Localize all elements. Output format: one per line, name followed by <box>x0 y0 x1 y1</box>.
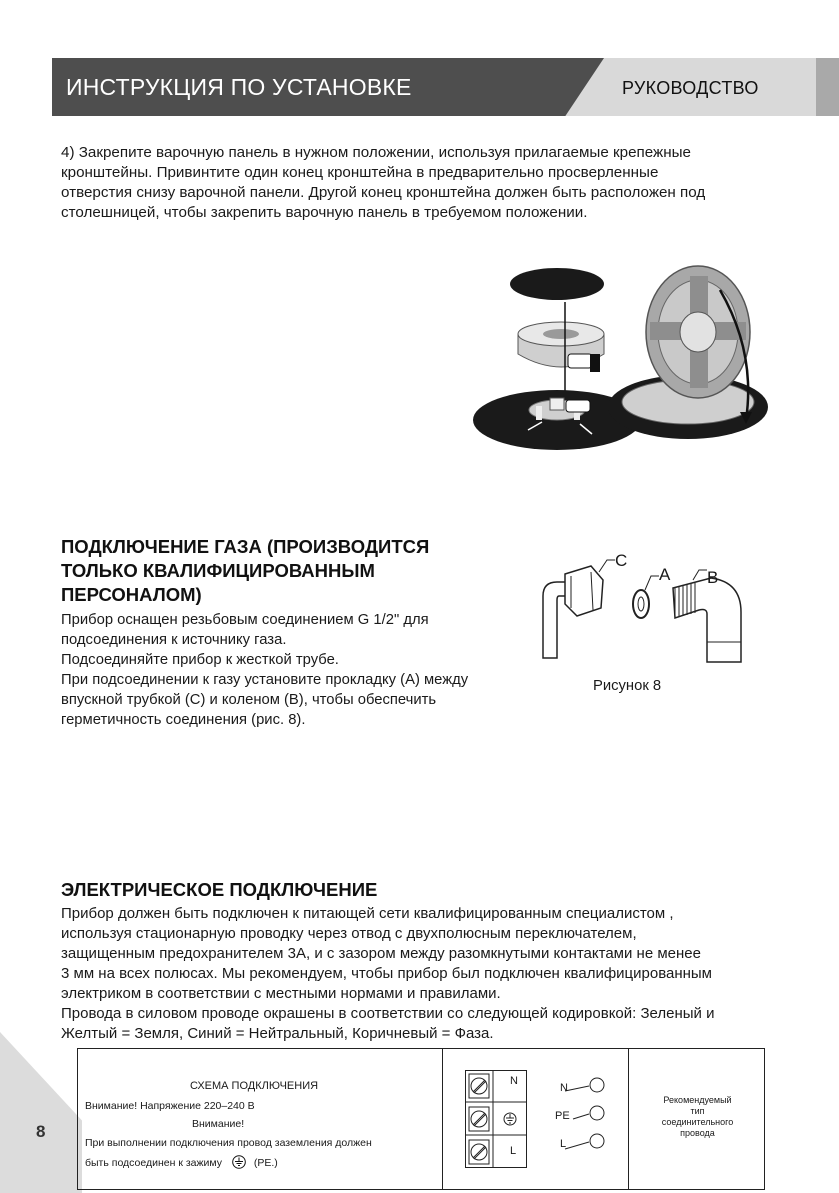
page-number: 8 <box>36 1122 46 1141</box>
electric-body-line: 3 мм на всех полюсах. Мы рекомендуем, чтобы прибор был подключен квалифицированным <box>61 965 712 982</box>
gas-heading <box>61 535 429 607</box>
gas-body-line: герметичность соединения (рис. 8). <box>61 712 306 728</box>
recommended-line: соединительного <box>661 1117 734 1127</box>
electric-body-line: используя стационарную проводку через отвод с двухполюсным переключателем, <box>61 925 637 942</box>
burner-illustration <box>470 262 770 454</box>
gas-body <box>61 610 468 730</box>
terminal-diagram-cell <box>443 1049 629 1189</box>
voltage-warning: Внимание! Напряжение 220–240 В <box>85 1100 255 1112</box>
recommended-cable-text <box>629 1095 766 1139</box>
wire-label-n: N <box>560 1082 568 1094</box>
figure-label-c: C <box>615 551 628 570</box>
electric-body-line: электриком в соответствии с местными нормами и правилами. <box>61 985 501 1002</box>
terminal-label-l: L <box>510 1145 517 1157</box>
page-corner <box>0 1032 82 1193</box>
recommended-line: Рекомендуемый <box>663 1095 732 1105</box>
electric-body-line: Провода в силовом проводе окрашены в соответствии со следующей кодировкой: Зеленый и <box>61 1005 715 1022</box>
wire-label-l: L <box>560 1138 567 1150</box>
gas-heading-line: ТОЛЬКО КВАЛИФИЦИРОВАННЫМ <box>61 560 375 581</box>
ground-note-line1: При выполнении подключения провод заземления должен <box>85 1137 372 1149</box>
step4-line: 4) Закрепите варочную панель в нужном положении, используя прилагаемые крепежные <box>61 144 691 161</box>
electric-heading: ЭЛЕКТРИЧЕСКОЕ ПОДКЛЮЧЕНИЕ <box>61 879 378 900</box>
ground-note-line2 <box>85 1155 278 1170</box>
gas-body-line: При подсоединении к газу установите прокладку (A) между <box>61 672 469 688</box>
gas-heading-line: ПОДКЛЮЧЕНИЕ ГАЗА (ПРОИЗВОДИТСЯ <box>61 536 430 557</box>
wire-label-pe: PE <box>555 1110 570 1122</box>
figure-caption: Рисунок 8 <box>593 678 662 694</box>
recommended-cable-cell <box>629 1049 766 1189</box>
step4-line: отверстия снизу варочной панели. Другой конец кронштейна должен быть расположен под <box>61 184 706 201</box>
step4-line: столешницей, чтобы закрепить варочную панель в требуемом положении. <box>61 204 588 221</box>
recommended-line: тип <box>690 1106 705 1116</box>
ground-note-text: быть подсоединен к зажиму <box>85 1157 222 1169</box>
step4-line: кронштейны. Привинтите один конец кронштейна в предварительно просверленные <box>61 164 659 181</box>
electric-body-line: Желтый = Земля, Синий = Нейтральный, Коричневый = Фаза. <box>61 1025 494 1042</box>
gas-body-line: впускной трубкой (C) и коленом (B), чтобы обеспечить <box>61 692 437 708</box>
recommended-line: провода <box>680 1128 715 1138</box>
terminal-label-n: N <box>510 1075 518 1087</box>
gas-heading-line: ПЕРСОНАЛОМ) <box>61 584 202 605</box>
page-title: ИНСТРУКЦИЯ ПО УСТАНОВКЕ <box>66 74 412 100</box>
figure-label-a: A <box>659 565 671 584</box>
figure-label-b: B <box>707 568 719 587</box>
attention-label: Внимание! <box>192 1118 245 1130</box>
gas-body-line: Прибор оснащен резьбовым соединением G 1/2" для <box>61 612 429 628</box>
ground-symbol-icon <box>231 1155 247 1169</box>
electric-body <box>61 904 767 1044</box>
wiring-notes-cell <box>78 1049 443 1189</box>
step4-text <box>61 143 757 223</box>
ground-note-pe: (PE.) <box>253 1157 278 1169</box>
header-edge-tab <box>816 58 839 116</box>
wiring-title: СХЕМА ПОДКЛЮЧЕНИЯ <box>190 1080 319 1092</box>
gas-body-line: подсоединения к источнику газа. <box>61 632 287 648</box>
section-label: РУКОВОДСТВО <box>622 78 759 98</box>
wiring-table <box>77 1048 765 1190</box>
electric-body-line: защищенным предохранителем 3А, и с зазором между разомкнутыми контактами не менее <box>61 945 701 962</box>
electric-body-line: Прибор должен быть подключен к питающей сети квалифицированным специалистом , <box>61 905 674 922</box>
gas-body-line: Подсоединяйте прибор к жесткой трубе. <box>61 652 339 668</box>
